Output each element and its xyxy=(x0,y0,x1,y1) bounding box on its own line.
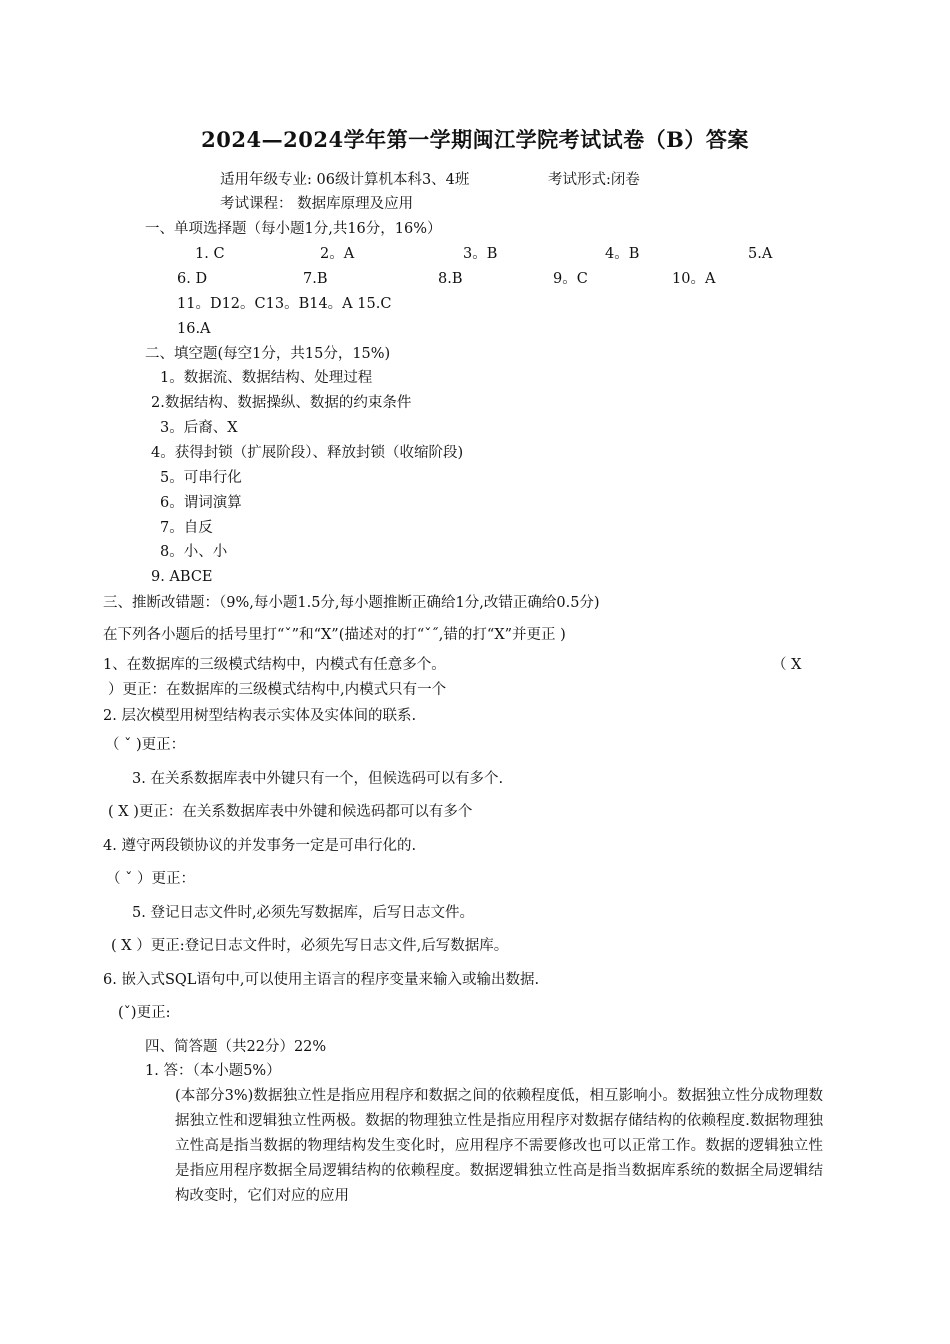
judge-correction: ( X )更正：在关系数据库表中外键和候选码都可以有多个 xyxy=(108,804,473,820)
judge-question: 2. 层次模型用树型结构表示实体及实体间的联系. xyxy=(103,708,417,724)
fill-answer: 1。数据流、数据结构、处理过程 xyxy=(160,370,373,386)
short-answer-paragraph: (本部分3%)数据独立性是指应用程序和数据之间的依赖程度低，相互影响小。数据独立性分成物理数据独立性和逻辑独立性两极。数据的物理独立性是指应用程序对数据存储结构的依赖程度.数据物理独立性高是指当数据的物理结构发生变化时，应用程序不需要修改也可以正常工作。数据的逻辑独立性是指应用程序数据全局逻辑结构的依赖程度。数据逻辑独立性高是指当数据库系统的数据全局逻辑结构改变时，它们对应的应用 xyxy=(175,1088,823,1204)
judge-correction: （ ˇ )更正： xyxy=(105,737,186,753)
document-title: 2024—2024学年第一学期闽江学院考试试卷（B）答案 xyxy=(201,127,749,152)
answer-item: 5.A xyxy=(748,246,773,262)
judge-correction: （ ˇ ）更正： xyxy=(106,871,195,887)
fill-answer: 3。后裔、X xyxy=(160,420,238,436)
section2-heading: 二、填空题(每空1分，共15分，15%) xyxy=(145,346,391,362)
judge-question: 4. 遵守两段锁协议的并发事务一定是可串行化的. xyxy=(103,838,417,854)
judge-question: 5. 登记日志文件时,必须先写数据库，后写日志文件。 xyxy=(132,905,475,921)
answer-item: 7.B xyxy=(303,271,328,287)
judge-question: 3. 在关系数据库表中外键只有一个，但候选码可以有多个. xyxy=(132,771,504,787)
section3-instruction: 在下列各小题后的括号里打“ˇ”和“X”(描述对的打“ˇ˝,错的打“X”并更正 ) xyxy=(103,627,566,643)
judge-correction: ( X ）更正:登记日志文件时，必须先写日志文件,后写数据库。 xyxy=(111,938,509,954)
answer-item: 4。B xyxy=(605,246,640,262)
answer-item: 2。A xyxy=(320,246,355,262)
answer-item: 1. C xyxy=(195,246,225,262)
section1-heading: 一、单项选择题（每小题1分,共16分，16%） xyxy=(145,221,442,237)
answer-row: 11。D12。C13。B14。A 15.C xyxy=(177,296,392,312)
short-answer-question: 1. 答：（本小题5%） xyxy=(145,1063,281,1079)
judge-mark: （ X xyxy=(772,657,802,673)
judge-question: 6. 嵌入式SQL语句中,可以使用主语言的程序变量来输入或输出数据. xyxy=(103,972,540,988)
judge-correction: ）更正：在数据库的三级模式结构中,内模式只有一个 xyxy=(108,682,447,698)
judge-correction: (ˇ)更正: xyxy=(118,1005,171,1021)
answer-item: 9。C xyxy=(553,271,588,287)
fill-answer: 7。自反 xyxy=(160,520,213,536)
exam-form: 考试形式:闭卷 xyxy=(548,172,640,188)
fill-answer: 6。谓词演算 xyxy=(160,495,242,511)
answer-item: 10。A xyxy=(672,271,716,287)
exam-course: 考试课程： 数据库原理及应用 xyxy=(220,196,414,212)
answer-item: 3。B xyxy=(463,246,498,262)
answer-item: 6. D xyxy=(177,271,208,287)
fill-answer: 9. ABCE xyxy=(151,569,213,585)
grade-major: 适用年级专业: 06级计算机本科3、4班 xyxy=(220,172,470,188)
section3-heading: 三、推断改错题：（9%,每小题1.5分,每小题推断正确给1分,改错正确给0.5分) xyxy=(103,595,600,611)
fill-answer: 2.数据结构、数据操纵、数据的约束条件 xyxy=(151,395,412,411)
fill-answer: 4。获得封锁（扩展阶段）、释放封锁（收缩阶段) xyxy=(151,445,464,461)
answer-row: 16.A xyxy=(177,321,211,337)
fill-answer: 5。可串行化 xyxy=(160,470,242,486)
section4-heading: 四、简答题（共22分）22% xyxy=(145,1039,327,1055)
judge-question: 1、在数据库的三级模式结构中，内模式有任意多个。 xyxy=(103,657,446,673)
answer-item: 8.B xyxy=(438,271,463,287)
fill-answer: 8。小、小 xyxy=(160,544,228,560)
